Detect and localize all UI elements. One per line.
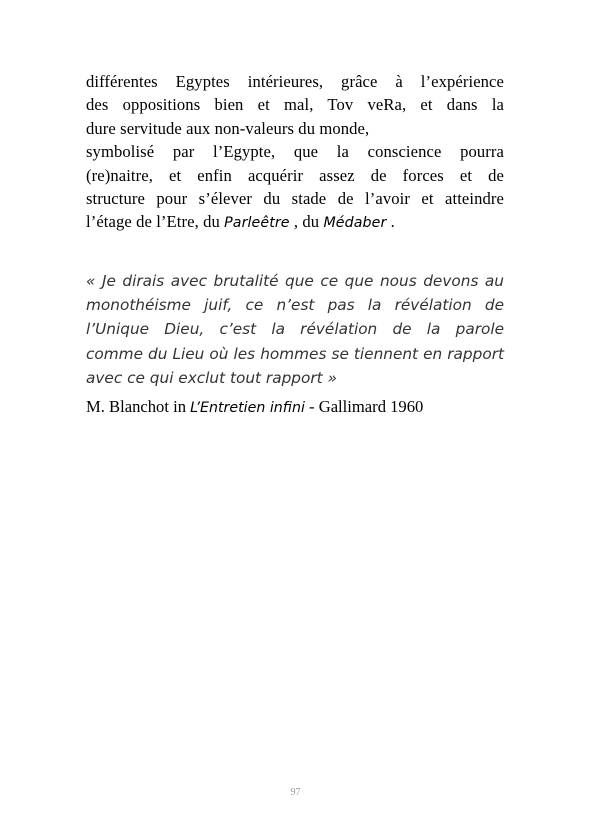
page-number: 97 [290,787,301,798]
quote-line: l’Unique Dieu, c’est la révélation de la parole [86,320,504,339]
term-medaber: Médaber [323,215,387,232]
citation-work-title: L’Entretien infini [190,400,305,416]
quote-line: « Je dirais avec brutalité que ce que nous devons au [86,272,504,290]
body-paragraph [86,70,504,234]
quote-line: comme du Lieu où les hommes se tiennent en rapport [86,344,504,363]
quote-line: monothéisme juif, ce n’est pas la révélation de [86,296,504,315]
citation-author: M. Blanchot in [86,397,191,416]
body-line: différentes Egyptes intérieures, grâce à l’expérience [86,72,504,91]
body-line: des oppositions bien et mal, Tov veRa, et dans la [86,95,504,115]
quote-line: avec ce qui exclut tout rapport » [86,368,337,387]
body-line: (re)naitre, et enfin acquérir assez de forces et de [86,165,504,185]
body-line: structure pour s’élever du stade de l’avoir et atteindre [86,188,504,208]
body-text-segment: . [386,212,395,232]
body-text-segment: l’étage de l’Etre, du [86,212,225,232]
citation [86,395,423,420]
blockquote [86,269,504,390]
term-parleetre: Parleêtre [224,215,290,232]
citation-publisher: - Gallimard 1960 [304,397,424,416]
body-text-segment: , du [289,212,324,232]
body-line: dure servitude aux non-valeurs du monde, [86,118,370,138]
body-line-last [86,210,504,233]
body-line: symbolisé par l’Egypte, que la conscience pourra [86,142,504,162]
